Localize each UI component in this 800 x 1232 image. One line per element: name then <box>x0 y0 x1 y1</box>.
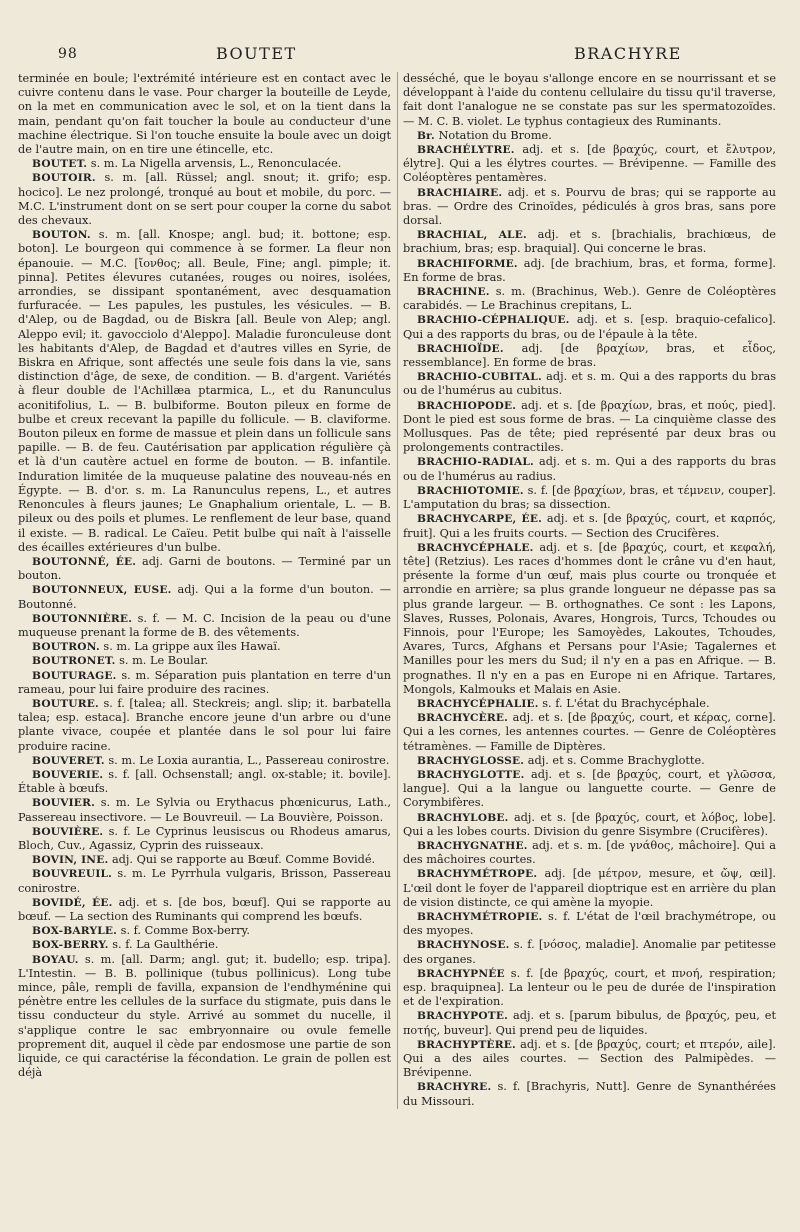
dictionary-entry <box>18 924 391 938</box>
dictionary-entry <box>18 796 391 824</box>
entry-headword: BOYAU. <box>32 953 79 966</box>
entry-headword: BRACHIAL, ALE. <box>417 229 527 242</box>
entry-definition: s. m. [all. Knospe; angl. bud; it. bottone; esp. boton]. Le bourgeon qui commence à se former. La fleur non épanouie. — M.C. [ἴονθος; all. Beule, Fine; angl. pimple; it. pinna]. Petites élevures cutanées, rouges ou noires, isolées, arrondies, se dissipant spontanément, avec desquamation furfuracée. — Les papules, les pustules, les vésicules. — B. d'Alep, ou de Bagdad, ou de Biskra [all. Beule von Alep; angl. Aleppo evil; it. gavocciolo d'Aleppo]. Maladie furonculeuse dont les habitants d'Alep, de Bagdad et d'autres villes en Syrie, de Biskra en Afrique, sont affectés une seule fois dans la vie, sans distinction d'âge, de sexe, de condition. — B. d'argent. Variétés à fleur double de l'Achillæa ptarmica, L., et du Ranunculus aconitifolius, L. — B. bulbiforme. Bouton pileux en forme de bulbe et creux recevant la papille du follicule. — B. claviforme. Bouton pileux en forme de massue et plein dans un follicule sans papille. — B. de feu. Cautérisation par application régulière çà et là d'un cautère actuel en forme de bouton. — B. infantile. Induration limitée de la muqueuse palatine des nouveau-nés en Égypte. — B. d'or. s. m. La Ranunculus repens, L., et autres Renoncules à fleurs jaunes; Le Gnaphalium orientale, L. — B. pileux ou des poils et plumes. Le renflement de leur base, quand il existe. — B. radical. Le Caïeu. Petit bulbe qui naît à l'aisselle des écailles extérieures d'un bulbe. <box>18 228 391 554</box>
entry-definition: adj. et s. [de βραχύς, court, et κεφαλή, tête] (Retzius). Les races d'hommes dont le crâne vu d'en haut, présente la forme d'un œuf, mais plus courte ou tronquée et arrondie en arrière; sa plus grande longueur ne dépasse pas sa plus grande largeur. — B. orthognathes. Ce sont : les Lapons, Slaves, Russes, Polonais, Avares, Hongrois, Turcs, Tchoudes ou Finnois, pour l'Europe; les Samoyèdes, Lakoutes, Tchoudes, Avares, Turcs, Afghans et Persans pour l'Asie; Tagalernes et Manilles pour les mers du Sud; il n'y en a pas en Afrique. — B. prognathes. Il n'y en a pas en Europe ni en Afrique. Tartares, Mongols, Kalmouks et Malais en Asie. <box>403 540 776 696</box>
entry-headword: BRACHYCÉPHALIE. <box>417 697 539 710</box>
entry-headword: BOX-BARYLE. <box>32 925 118 938</box>
left-column <box>18 72 391 1109</box>
entry-definition: s. f. Le Cyprinus leusiscus ou Rhodeus amarus, Bloch, Cuv., Agassiz, Cyprin des ruisseaux. <box>18 824 391 852</box>
entry-definition: adj. [de brachium, bras, et forma, forme]. En forme de bras. <box>403 256 776 284</box>
entry-definition: s. m. Le Loxia aurantia, L., Passereau conirostre. <box>104 753 390 767</box>
entry-headword: BRACHYPOTE. <box>417 1010 509 1023</box>
dictionary-entry <box>403 228 776 256</box>
entry-headword: BOUVERIE. <box>32 768 104 781</box>
dictionary-entry <box>403 1080 776 1108</box>
entry-definition: adj. et s. [de βραχύς, court, et κέρας, corne]. Qui a les cornes, les antennes courtes. — Genre de Coléoptères tétramènes. — Famille de Diptères. <box>403 711 776 753</box>
dictionary-entry <box>18 953 391 1081</box>
entry-headword: BRACHYCÈRE. <box>417 712 509 725</box>
entry-definition: adj. et s. [de βραχύς, court, et καρπός, fruit]. Qui a les fruits courts. — Section des Crucifères. <box>403 512 776 540</box>
entry-definition: adj. et s. [de βραχύς, court, et λόβος, lobe]. Qui a les lobes courts. Division du genre Sisymbre (Crucifères). <box>403 810 776 838</box>
dictionary-entry <box>18 768 391 796</box>
dictionary-entry <box>403 370 776 398</box>
dictionary-entry <box>18 896 391 924</box>
entry-definition: adj. et s. [de βραχύς, court, et γλῶσσα, langue]. Qui a la langue ou languette courte. — Genre de Corymbifères. <box>403 767 776 810</box>
dictionary-entry <box>18 669 391 697</box>
entry-definition: s. m. Séparation puis plantation en terre d'un rameau, pour lui faire produire des racines. <box>18 668 391 696</box>
dictionary-entry <box>18 228 391 555</box>
entry-definition: adj. et s. [parum bibulus, de βραχύς, peu, et ποτής, buveur]. Qui prend peu de liquides. <box>403 1009 776 1037</box>
dictionary-entry <box>403 697 776 711</box>
entry-definition: s. m. Le Boular. <box>115 654 209 668</box>
dictionary-entry <box>403 754 776 768</box>
dictionary-entry <box>403 72 776 129</box>
entry-headword: BRACHYCÉPHALE. <box>417 541 534 554</box>
entry-headword: BRACHYGLOSSE. <box>417 754 525 767</box>
dictionary-entry <box>18 825 391 853</box>
dictionary-entry <box>403 910 776 938</box>
dictionary-entry <box>403 313 776 341</box>
entry-headword: BRACHYGLOTTE. <box>417 768 525 781</box>
entry-headword: BOUTURAGE. <box>32 669 117 682</box>
dictionary-entry <box>18 853 391 867</box>
entry-headword: BOUTONNIÈRE. <box>32 612 133 625</box>
dictionary-entry <box>403 257 776 285</box>
entry-headword: BRACHIAIRE. <box>417 186 503 199</box>
entry-headword: BRACHYMÉTROPE. <box>417 868 538 881</box>
entry-headword: BOUVIER. <box>32 797 95 810</box>
entry-definition: s. f. [νόσος, maladie]. Anomalie par petitesse des organes. <box>403 938 776 966</box>
entry-definition: s. f. L'état de l'œil brachymétrope, ou des myopes. <box>403 909 776 938</box>
entry-definition: adj. et s. [de βραχύς, court, et ἔλυτρον, élytre]. Qui a les élytres courtes. — Brévipenne. — Famille des Coléoptères pentamères. <box>403 143 776 185</box>
entry-definition: adj. et s. m. [de γνάθος, mâchoire]. Qui a des mâchoires courtes. <box>403 838 776 867</box>
entry-headword: BRACHIFORME. <box>417 257 518 270</box>
entry-headword: BOUTON. <box>32 229 91 242</box>
entry-definition: adj. et s. [brachialis, brachiœus, de brachium, bras; esp. braquial]. Qui concerne le bras. <box>403 228 776 256</box>
dictionary-entry <box>18 867 391 895</box>
dictionary-entry <box>403 541 776 697</box>
entry-definition: adj. Qui se rapporte au Bœuf. Comme Bovidé. <box>108 853 376 867</box>
entry-headword: BRACHYNOSE. <box>417 939 510 952</box>
entry-definition: s. f. [de βραχίων, bras, et τέμνειν, couper]. L'amputation du bras; sa dissection. <box>403 483 776 512</box>
dictionary-entry <box>403 967 776 1010</box>
entry-definition: s. f. La Gaulthérie. <box>108 938 219 952</box>
entry-headword: BRACHIO-CUBITAL. <box>417 371 542 384</box>
entry-headword: BOUVREUIL. <box>32 868 113 881</box>
entry-headword: BOX-BERRY. <box>32 939 109 952</box>
entry-headword: BRACHYRE. <box>417 1081 492 1094</box>
entry-definition: s. f. — M. C. Incision de la peau ou d'une muqueuse prenant la forme de B. des vêtements. <box>18 611 391 639</box>
entry-definition: s. m. La Nigella arvensis, L., Renonculacée. <box>87 157 342 171</box>
entry-definition: adj. [de βραχίων, bras, et εἶδος, ressemblance]. En forme de bras. <box>403 341 776 370</box>
left-running-title: BOUTET <box>216 44 297 63</box>
entry-headword: BRACHYMÉTROPIE. <box>417 910 543 923</box>
entry-headword: BRACHIOÏDE. <box>417 342 504 355</box>
entry-headword: BRACHYCARPE, ÉE. <box>417 513 542 526</box>
entry-definition: adj. et s. m. Qui a des rapports du bras ou de l'humérus au radius. <box>403 455 776 483</box>
entry-headword: BRACHIO-RADIAL. <box>417 456 534 469</box>
entry-headword: BRACHYPTÈRE. <box>417 1038 516 1051</box>
dictionary-entry <box>18 938 391 952</box>
entry-definition: terminée en boule; l'extrémité intérieure est en contact avec le cuivre contenu dans le vase. Pour charger la bouteille de Leyde, on la met en communication avec le sol, et on la tient dans la main, pendant qu'on fait toucher la boule au conducteur d'une machine électrique. Si l'on touche ensuite la boule avec un doigt de l'autre main, on en tire une étincelle, etc. <box>18 72 391 157</box>
page-number: 98 <box>58 46 78 62</box>
entry-definition: adj. et s. Comme Brachyglotte. <box>524 753 705 767</box>
dictionary-entry <box>18 555 391 583</box>
dictionary-entry <box>18 754 391 768</box>
entry-definition: adj. et s. [de bos, bœuf]. Qui se rapporte au bœuf. — La section des Ruminants qui comprend les bœufs. <box>18 895 392 923</box>
entry-definition: s. f. Comme Box-berry. <box>117 924 251 938</box>
dictionary-entry <box>403 1038 776 1081</box>
dictionary-entry <box>403 399 776 456</box>
dictionary-entry <box>403 1009 776 1037</box>
entry-headword: BRACHYPNÉE <box>417 967 505 980</box>
entry-definition: adj. et s. [esp. braquio-cefalico]. Qui a des rapports du bras, ou de l'épaule à la tête. <box>403 313 776 341</box>
entry-headword: BRACHYGNATHE. <box>417 839 528 852</box>
entry-definition: s. f. [Brachyris, Nutt]. Genre de Synanthérées du Missouri. <box>403 1080 776 1108</box>
dictionary-entry <box>403 342 776 370</box>
entry-definition: Notation du Brome. <box>434 128 552 142</box>
entry-definition: s. m. Le Sylvia ou Erythacus phœnicurus, Lath., Passereau insectivore. — Le Bouvreuil. — La Bouvière, Poisson. <box>18 796 391 824</box>
dictionary-entry <box>403 811 776 839</box>
entry-headword: BOUVERET. <box>32 754 105 767</box>
entry-definition: adj. et s. Pourvu de bras; qui se rapporte au bras. — Ordre des Crinoïdes, pédiculés à gros bras, sans pore dorsal. <box>403 185 776 228</box>
entry-headword: Br. <box>417 129 435 142</box>
entry-definition: s. m. [all. Darm; angl. gut; it. budello; esp. tripa]. L'Intestin. — B. B. pollinique (tubus pollinicus). Long tube mince, pâle, rempli de favilla, expansion de l'endhyménine qui pénètre entre les cellules de la surface du stigmate, puis dans le tissu conducteur du style. Arrivé au sommet du nucelle, il s'applique contre le sac embryonnaire ou ovule femelle proprement dit, auquel il cède par endosmose une partie de son liquide, ce qui caractérise la fécondation. Le grain de pollen est déjà <box>18 952 391 1080</box>
entry-headword: BRACHIOPODE. <box>417 399 517 412</box>
entry-headword: BOUTOIR. <box>32 172 96 185</box>
dictionary-entry <box>18 72 391 157</box>
entry-headword: BOUVIÈRE. <box>32 825 104 838</box>
dictionary-entry <box>403 143 776 186</box>
entry-definition: adj. Garni de boutons. — Terminé par un bouton. <box>18 554 392 583</box>
dictionary-entry <box>18 583 391 611</box>
entry-headword: BOUTET. <box>32 158 88 171</box>
dictionary-entry <box>18 171 391 228</box>
right-running-title: BRACHYRE <box>574 44 682 63</box>
entry-definition: s. f. [all. Ochsenstall; angl. ox-stable; it. bovile]. Étable à bœufs. <box>18 767 391 796</box>
entry-definition: s. f. [talea; all. Steckreis; angl. slip; it. barbatella talea; esp. estaca]. Branche encore jeune d'un arbre ou d'une plante vivace, coupée et plantée dans le sol pour lui faire produire racine. <box>18 696 391 753</box>
dictionary-entry <box>403 455 776 483</box>
dictionary-entry <box>403 285 776 313</box>
entry-headword: BRACHYLOBE. <box>417 811 509 824</box>
entry-definition: s. m. [all. Rüssel; angl. snout; it. grifo; esp. hocico]. Le nez prolongé, tronqué au bout et mobile, du porc. — M.C. L'instrument dont on se sert pour couper la corne du sabot des chevaux. <box>18 171 391 228</box>
entry-definition: adj. et s. [de βραχίων, bras, et πούς, pied]. Dont le pied est sous forme de bras. — La cinquième classe des Mollusques. Pas de tête; pied représenté par deux bras ou prolongements contractiles. <box>403 398 776 455</box>
entry-headword: BRACHÉLYTRE. <box>417 144 515 157</box>
dictionary-entry <box>403 938 776 966</box>
dictionary-entry <box>403 129 776 143</box>
entry-headword: BOUTONNÉ, ÉE. <box>32 555 137 568</box>
entry-definition: s. m. (Brachinus, Web.). Genre de Coléoptères carabidés. — Le Brachinus crepitans, L. <box>403 285 776 313</box>
entry-definition: desséché, que le boyau s'allonge encore en se nourrissant et se développant à l'aide du contenu cellulaire du tissu qu'il traverse, fait dont l'analogue ne se constate pas sur les spermatozoïdes. — M. C. B. violet. Le typhus contagieux des Ruminants. <box>403 72 776 128</box>
entry-headword: BOUTRONET. <box>32 655 116 668</box>
dictionary-entry <box>18 697 391 754</box>
dictionary-entry <box>403 711 776 754</box>
entry-headword: BRACHIO-CÉPHALIQUE. <box>417 314 570 327</box>
entry-definition: s. f. [de βραχύς, court, et πνοή, respiration; esp. braquipnea]. La lenteur ou le peu de durée de l'inspiration et de l'expiration. <box>403 966 776 1009</box>
dictionary-entry <box>18 654 391 668</box>
dictionary-entry <box>403 839 776 867</box>
entry-definition: s. m. Le Pyrrhula vulgaris, Brisson, Passereau conirostre. <box>18 867 391 895</box>
dictionary-entry <box>18 612 391 640</box>
text-columns <box>18 72 776 1109</box>
entry-definition: adj. et s. m. Qui a des rapports du bras ou de l'humérus au cubitus. <box>403 370 776 398</box>
running-head <box>18 42 776 70</box>
entry-definition: adj. Qui a la forme d'un bouton. — Boutonné. <box>18 583 391 611</box>
dictionary-entry <box>403 186 776 229</box>
dictionary-entry <box>18 157 391 171</box>
entry-headword: BOUTRON. <box>32 641 100 654</box>
entry-headword: BRACHINE. <box>417 286 490 299</box>
entry-headword: BOVIN, INE. <box>32 854 109 867</box>
entry-definition: s. f. L'état du Brachycéphale. <box>538 696 710 710</box>
dictionary-entry <box>403 867 776 910</box>
dictionary-entry <box>403 768 776 811</box>
entry-headword: BOUTONNEUX, EUSE. <box>32 584 172 597</box>
entry-headword: BRACHIOTOMIE. <box>417 484 524 497</box>
dictionary-entry <box>18 640 391 654</box>
dictionary-entry <box>403 484 776 512</box>
entry-headword: BOUTURE. <box>32 697 99 710</box>
dictionary-entry <box>403 512 776 540</box>
column-divider <box>397 72 398 1109</box>
right-column <box>403 72 776 1109</box>
entry-headword: BOVIDÉ, ÉE. <box>32 896 113 909</box>
entry-definition: adj. et s. [de βραχύς, court; et πτερόν, aile]. Qui a des ailes courtes. — Section des Palmipèdes. — Brévipenne. <box>403 1037 776 1080</box>
entry-definition: adj. [de μέτρον, mesure, et ὤψ, œil]. L'œil dont le foyer de l'appareil dioptrique est en arrière du plan de vision distincte, ce qui amène la myopie. <box>403 867 776 909</box>
entry-definition: s. m. La grippe aux îles Hawaï. <box>99 640 281 654</box>
